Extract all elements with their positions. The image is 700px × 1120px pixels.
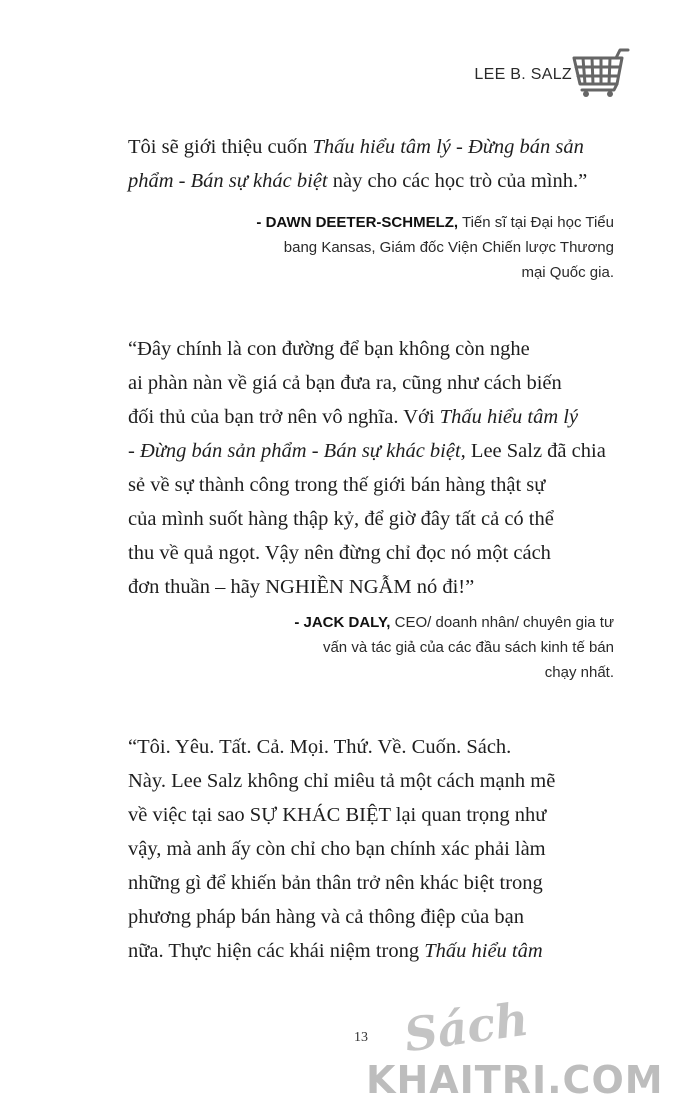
quote-2-line: thu về quả ngọt. Vậy nên đừng chỉ đọc nó một cách (128, 542, 551, 564)
watermark-script: Sách (400, 991, 532, 1063)
quote-1-line: Tôi sẽ giới thiệu cuốn Thấu hiểu tâm lý - Đừng bán sản (128, 136, 584, 158)
quote-2-line: - Đừng bán sản phẩm - Bán sự khác biệt, Lee Salz đã chia (128, 440, 606, 462)
quote-3-line: về việc tại sao SỰ KHÁC BIỆT lại quan trọng như (128, 804, 547, 826)
quote-3 (128, 730, 614, 968)
quote-2-line: sẻ về sự thành công trong thế giới bán hàng thật sự (128, 474, 546, 496)
quote-2-attribution: - JACK DALY, CEO/ doanh nhân/ chuyên gia tư vấn và tác giả của các đầu sách kinh tế bán chạy nhất. (294, 614, 614, 681)
watermark-logo (360, 991, 680, 1115)
quote-3-line: nữa. Thực hiện các khái niệm trong Thấu hiểu tâm (128, 940, 543, 962)
quote-2-line: ai phàn nàn về giá cả bạn đưa ra, cũng như cách biến (128, 372, 562, 394)
shopping-cart-icon (570, 46, 632, 98)
quote-2-line: của mình suốt hàng thập kỷ, để giờ đây tất cả có thể (128, 508, 554, 530)
quote-2-line: “Đây chính là con đường để bạn không còn nghe (128, 338, 530, 360)
quote-1-line: phẩm - Bán sự khác biệt này cho các học trò của mình.” (128, 170, 588, 192)
watermark-brand: KHAITRI.COM (366, 1058, 664, 1102)
attribution-name: - JACK DALY, (294, 614, 391, 631)
attribution-name: - DAWN DEETER-SCHMELZ, (256, 214, 459, 231)
quote-2-line: đối thủ của bạn trở nên vô nghĩa. Với Thấu hiểu tâm lý (128, 406, 579, 428)
quote-2 (128, 332, 614, 604)
quote-3-line: “Tôi. Yêu. Tất. Cả. Mọi. Thứ. Về. Cuốn. Sách. (128, 736, 512, 758)
page-number: 13 (354, 1030, 368, 1045)
quote-3-line: Này. Lee Salz không chỉ miêu tả một cách mạnh mẽ (128, 770, 556, 792)
quote-2-line: đơn thuần – hãy NGHIỀN NGẪM nó đi!” (128, 576, 475, 598)
quote-1-attribution: - DAWN DEETER-SCHMELZ, Tiến sĩ tại Đại học Tiểu bang Kansas, Giám đốc Viện Chiến lược Thương mại Quốc gia. (256, 214, 614, 281)
quote-1 (128, 130, 614, 198)
header-author: LEE B. SALZ (474, 66, 572, 83)
quote-3-line: phương pháp bán hàng và cả thông điệp của bạn (128, 906, 524, 928)
quote-3-line: vậy, mà anh ấy còn chỉ cho bạn chính xác phải làm (128, 838, 546, 860)
quote-3-line: những gì để khiến bản thân trở nên khác biệt trong (128, 872, 543, 894)
